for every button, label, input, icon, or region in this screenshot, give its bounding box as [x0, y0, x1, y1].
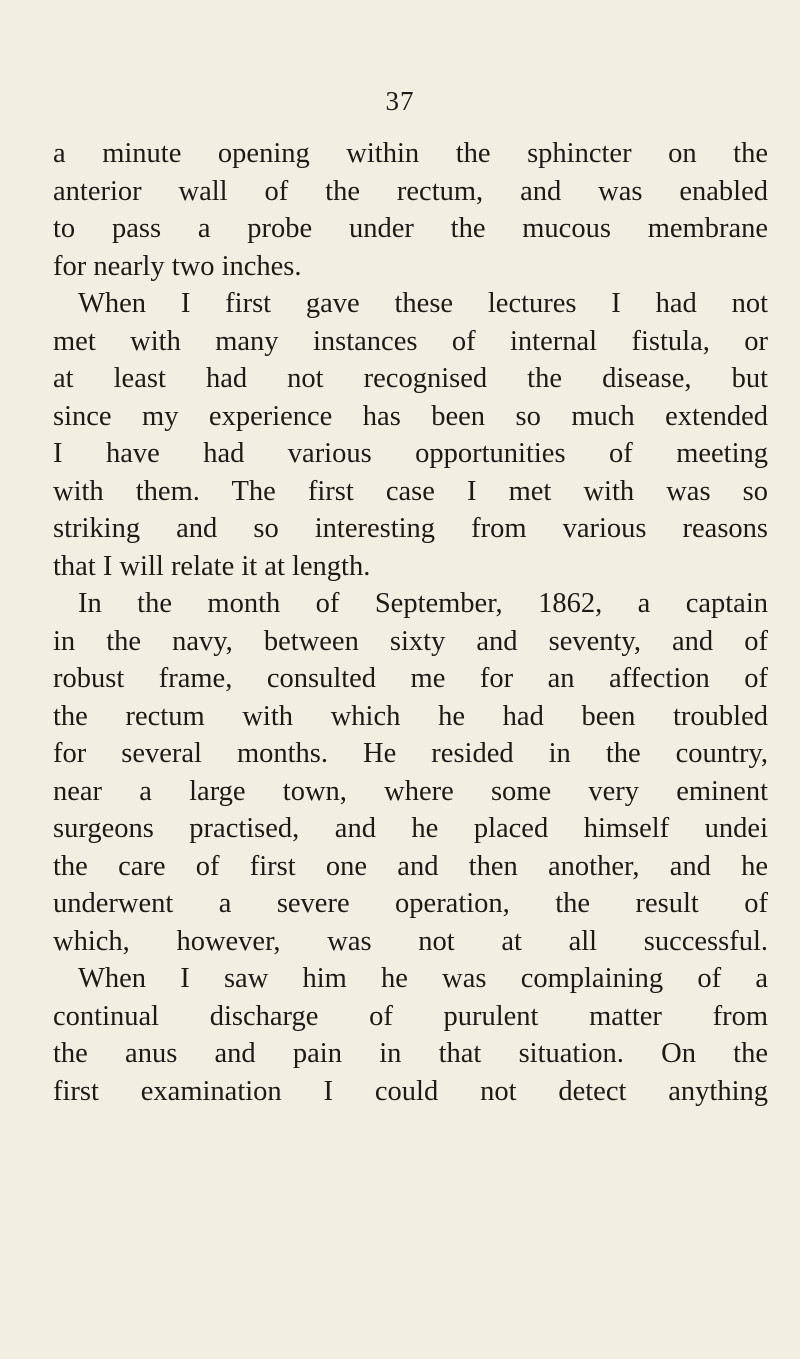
text-line: at least had not recognised the disease, but — [53, 363, 768, 394]
text-line: for nearly two inches. — [53, 250, 302, 282]
text-line: to pass a probe under the mucous membrane — [53, 213, 768, 244]
text-line: first examination I could not detect anything — [53, 1075, 768, 1107]
text-line: striking and so interesting from various reasons — [53, 513, 768, 544]
text-line: When I first gave these lectures I had not — [78, 288, 768, 319]
text-line: in the navy, between sixty and seventy, and of — [53, 625, 768, 657]
text-line: for several months. He resided in the country, — [53, 738, 768, 769]
page-number: 37 — [385, 86, 415, 116]
text-line: near a large town, where some very eminent — [53, 775, 768, 807]
text-line: which, however, was not at all successful. — [53, 925, 768, 957]
text-line: In the month of September, 1862, a captain — [78, 588, 768, 619]
text-line: underwent a severe operation, the result of — [53, 888, 768, 919]
text-line: When I saw him he was complaining of a — [78, 963, 768, 994]
text-line: the anus and pain in that situation. On the — [53, 1038, 768, 1069]
text-line: the care of first one and then another, and he — [53, 850, 768, 882]
text-line: the rectum with which he had been troubled — [53, 700, 768, 732]
text-line: continual discharge of purulent matter from — [53, 1000, 768, 1032]
text-line: surgeons practised, and he placed himself undei — [53, 813, 768, 844]
text-line: a minute opening within the sphincter on the — [53, 138, 768, 169]
text-line: since my experience has been so much extended — [53, 400, 768, 432]
text-line: robust frame, consulted me for an affection of — [53, 663, 768, 694]
text-line: with them. The first case I met with was so — [53, 475, 768, 507]
text-line: met with many instances of internal fistula, or — [53, 325, 768, 357]
body-text — [53, 135, 768, 1110]
text-line: that I will relate it at length. — [53, 550, 371, 582]
text-line: I have had various opportunities of meeting — [53, 438, 768, 469]
text-line: anterior wall of the rectum, and was enabled — [53, 175, 768, 207]
